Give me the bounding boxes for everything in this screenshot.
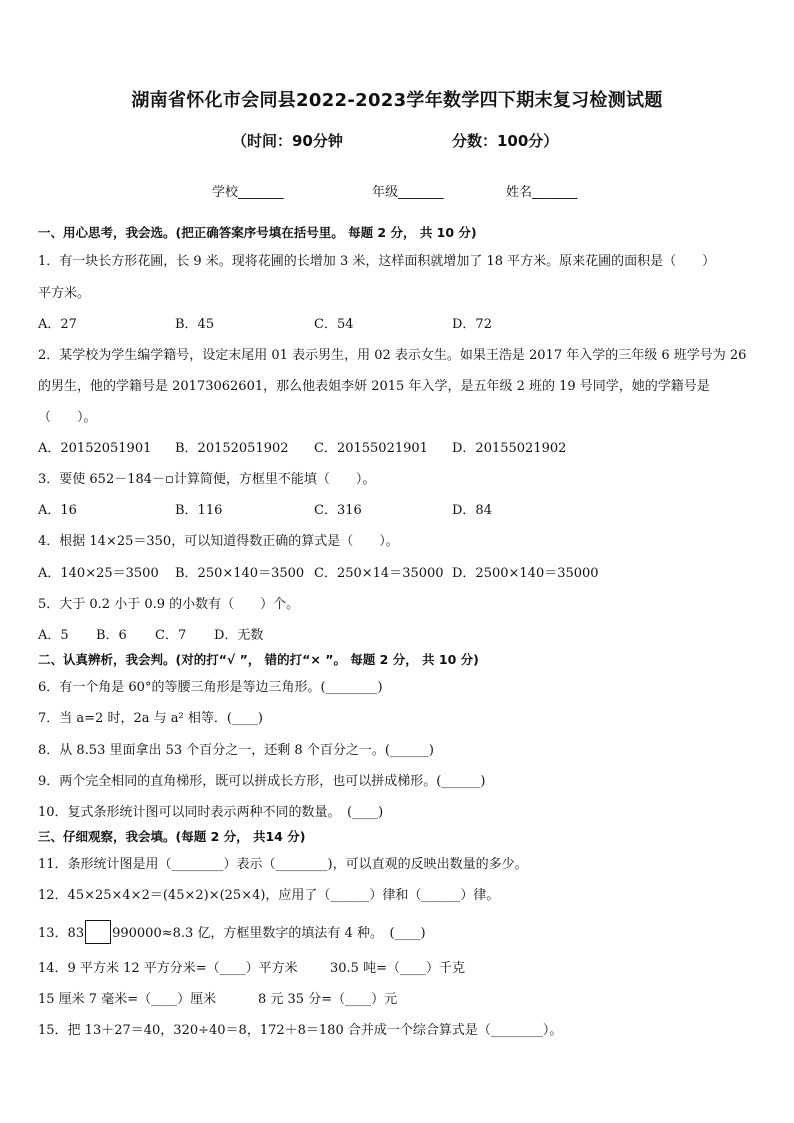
q2-option-b: B．20152051902 bbox=[175, 441, 289, 456]
q13 bbox=[38, 920, 426, 944]
q6: 6．有一个角是 60°的等腰三角形是等边三角形。(________) bbox=[38, 680, 383, 695]
q13-blank-box[interactable] bbox=[85, 920, 111, 944]
q5-option-b: B．6 bbox=[96, 628, 127, 643]
q12: 12．45×25×4×2＝(45×2)×(25×4)，应用了（______）律和（______）律。 bbox=[38, 888, 500, 903]
q4-option-b: B．250×140＝3500 bbox=[175, 566, 305, 581]
page-title: 湖南省怀化市会同县2022-2023学年数学四下期末复习检测试题 bbox=[131, 90, 663, 111]
q1-option-b: B．45 bbox=[175, 317, 215, 332]
q14-part-a: 14．9 平方米 12 平方分米=（____）平方米 bbox=[38, 961, 298, 976]
q15: 15．把 13＋27＝40，320÷40＝8，172＋8＝180 合并成一个综合算式是（________）。 bbox=[38, 1023, 563, 1038]
q10: 10．复式条形统计图可以同时表示两种不同的数量。 (____) bbox=[38, 805, 384, 820]
exam-time: （时间：90分钟 bbox=[232, 132, 343, 150]
q1-option-c: C．54 bbox=[314, 317, 354, 332]
exam-score: 分数：100分） bbox=[452, 132, 559, 150]
q3-option-d: D．84 bbox=[452, 503, 492, 518]
section-3-heading: 三、仔细观察，我会填。(每题 2 分， 共14 分) bbox=[38, 829, 306, 844]
section-2-heading: 二、认真辨析，我会判。(对的打“√ ”， 错的打“× ”。 每题 2 分， 共 10 分) bbox=[38, 652, 479, 667]
q4-option-d: D．2500×140＝35000 bbox=[452, 566, 599, 581]
q4-line1: 4．根据 14×25＝350，可以知道得数正确的算式是（ ）。 bbox=[38, 534, 399, 549]
q2-line1: 2．某学校为学生编学籍号，设定末尾用 01 表示男生，用 02 表示女生。如果王浩是 2017 年入学的三年级 6 班学号为 26 bbox=[38, 348, 747, 363]
q14-part-c: 15 厘米 7 毫米=（____）厘米 bbox=[38, 992, 217, 1007]
school-field: 学校_______ bbox=[212, 185, 284, 200]
q3-option-a: A．16 bbox=[38, 503, 77, 518]
q13-prefix: 13．83 bbox=[38, 926, 85, 941]
q4-option-c: C．250×14＝35000 bbox=[314, 566, 444, 581]
q2-option-a: A．20152051901 bbox=[38, 441, 152, 456]
q1-option-d: D．72 bbox=[452, 317, 492, 332]
q14-part-b: 30.5 吨=（____）千克 bbox=[330, 961, 465, 976]
q2-option-c: C．20155021901 bbox=[314, 441, 428, 456]
q1-option-a: A．27 bbox=[38, 317, 77, 332]
q9: 9．两个完全相同的直角梯形，既可以拼成长方形，也可以拼成梯形。(______) bbox=[38, 774, 486, 789]
q5-option-d: D．无数 bbox=[214, 628, 264, 643]
q3-option-b: B．116 bbox=[175, 503, 223, 518]
q2-option-d: D．20155021902 bbox=[452, 441, 567, 456]
q5-line1: 5．大于 0.2 小于 0.9 的小数有（ ）个。 bbox=[38, 597, 300, 612]
q8: 8．从 8.53 里面拿出 53 个百分之一，还剩 8 个百分之一。(______) bbox=[38, 743, 434, 758]
q14-part-d: 8 元 35 分=（____）元 bbox=[258, 992, 398, 1007]
q5-option-c: C．7 bbox=[155, 628, 187, 643]
section-1-heading: 一、用心思考，我会选。(把正确答案序号填在括号里。 每题 2 分， 共 10 分) bbox=[38, 225, 477, 240]
q1-line1: 1．有一块长方形花圃，长 9 米。现将花圃的长增加 3 米，这样面积就增加了 18 平方米。原来花圃的面积是（ ） bbox=[38, 254, 716, 269]
name-field: 姓名_______ bbox=[506, 185, 578, 200]
q7: 7．当 a=2 时，2a 与 a² 相等．(____) bbox=[38, 711, 263, 726]
q3-option-c: C．316 bbox=[314, 503, 362, 518]
q4-option-a: A．140×25＝3500 bbox=[38, 566, 159, 581]
q3-line1: 3．要使 652－184－▫计算简便，方框里不能填（ ）。 bbox=[38, 472, 376, 487]
q5-option-a: A．5 bbox=[38, 628, 69, 643]
q2-line2: 的男生，他的学籍号是 20173062601，那么他表姐李妍 2015 年入学，是五年级 2 班的 19 号同学，她的学籍号是 bbox=[38, 379, 710, 394]
q11: 11．条形统计图是用（________）表示（________)，可以直观的反映出数量的多少。 bbox=[38, 857, 528, 872]
q13-suffix: 990000≈8.3 亿，方框里数字的填法有 4 种。 (____) bbox=[112, 926, 426, 941]
q1-line2: 平方米。 bbox=[38, 286, 91, 301]
q2-line3: （ ）。 bbox=[38, 410, 97, 425]
grade-field: 年级_______ bbox=[372, 185, 444, 200]
